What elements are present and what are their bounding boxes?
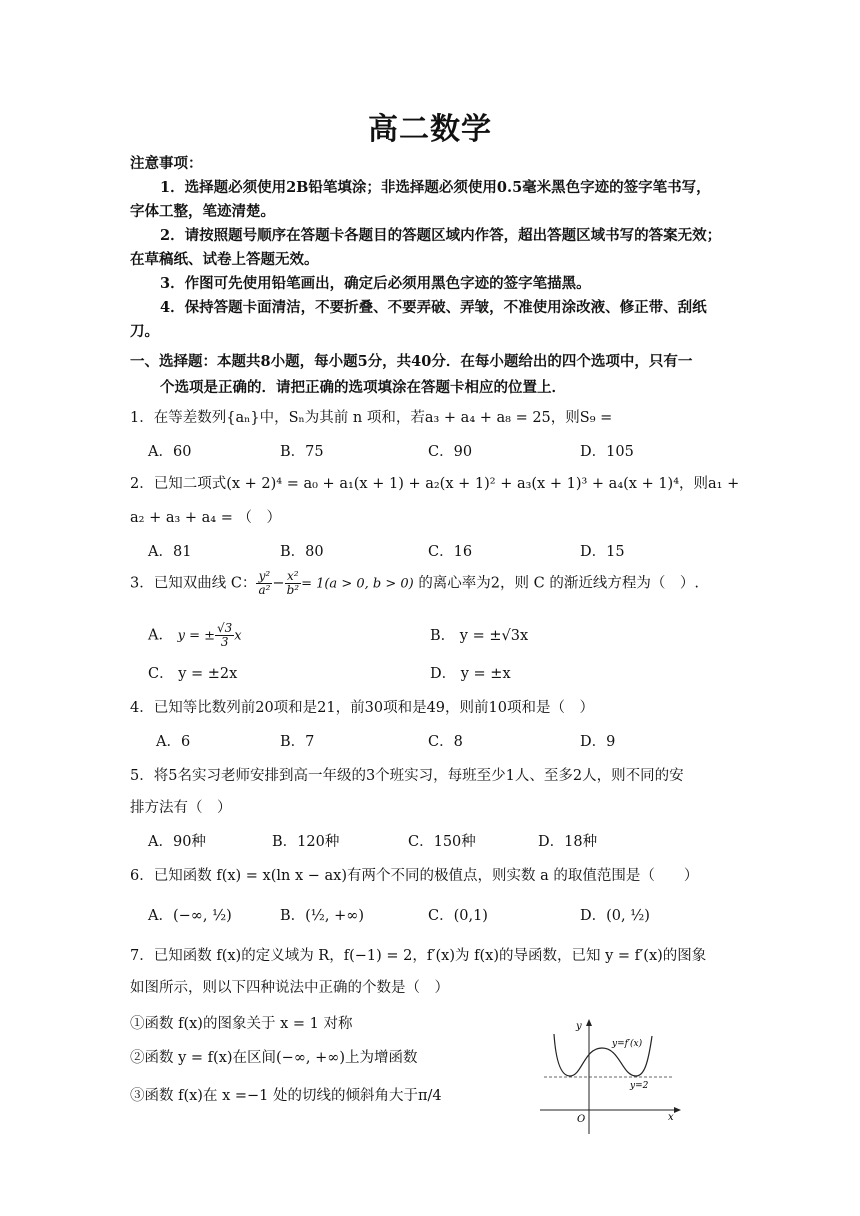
x-axis-arrow [674,1107,681,1113]
q5-option-d: D．18种 [538,834,598,850]
q2-option-b: B．80 [280,544,324,560]
notice-item-4-cont: 刀。 [130,323,159,340]
q3-option-d: D． y = ±x [430,666,511,682]
q3-option-b: B． y = ±√3x [430,628,529,644]
q2-option-c: C．16 [428,544,473,560]
notice-item-1-cont: 字体工整，笔迹清楚。 [130,203,275,220]
q7-derivative-graph [536,1014,686,1136]
q7-stem-cont: 如图所示，则以下四种说法中正确的个数是（ ） [130,980,449,996]
q3-stem-post: 的离心率为2，则 C 的渐近线方程为（ ）. [418,575,699,592]
q6-option-b: B．(½, +∞) [280,908,364,924]
q5-stem: 5．将5名实习老师安排到高一年级的3个班实习，每班至少1人、至多2人，则不同的安 [130,768,684,784]
page-title: 高二数学 [368,112,492,147]
section-heading-cont: 个选项是正确的．请把正确的选项填涂在答题卡相应的位置上． [160,379,566,396]
q2-option-d: D．15 [580,544,625,560]
q6-stem: 6．已知函数 f(x) = x(ln x − ax)有两个不同的极值点，则实数 a 的取值范围是（ ） [130,868,699,884]
q7-statement-2: ②函数 y = f(x)在区间(−∞, +∞)上为增函数 [130,1050,418,1066]
notice-item-2-cont: 在草稿纸、试卷上答题无效。 [130,251,319,268]
q3-stem: 3．已知双曲线 C： $\frac{\text{y²}}{\text{a²}}$ − $\frac{\text{x²}}{\text{b²}}$ = 1(a > 0, b > 0) 的离心率为2，则 C 的渐近线方程为（ ）. [130,569,699,597]
q5-option-b: B．120种 [272,834,340,850]
notice-item-1: 1．选择题必须使用2B铅笔填涂；非选择题必须使用0.5毫米黑色字迹的签字笔书写， [160,179,711,196]
q2-stem-cont: a₂ + a₃ + a₄ = （ ） [130,510,281,526]
q1-option-c: C．90 [428,444,473,460]
q4-stem: 4．已知等比数列前20项和是21，前30项和是49，则前10项和是（ ） [130,700,594,716]
notice-item-4: 4．保持答题卡面清洁，不要折叠、不要弄破、弄皱，不准使用涂改液、修正带、刮纸 [160,299,707,316]
notice-item-3: 3．作图可先使用铅笔画出，确定后必须用黑色字迹的签字笔描黑。 [160,275,591,292]
section-heading: 一、选择题：本题共8小题，每小题5分，共40分．在每小题给出的四个选项中，只有一 [130,353,693,370]
q6-option-d: D．(0, ½) [580,908,650,924]
q7-statement-3: ③函数 f(x)在 x =−1 处的切线的倾斜角大于π/4 [130,1088,442,1104]
q1-option-a: A．60 [148,444,192,460]
q3-frac-x: $\frac{\text{x²}}{\text{b²}}$ [286,569,300,597]
q6-option-a: A．(−∞, ½) [148,908,232,924]
q3-stem-pre: 3．已知双曲线 C： [130,575,257,592]
origin-label: O [577,1114,586,1125]
line-label: y=2 [630,1081,649,1091]
q3-frac-y: $\frac{\text{y²}}{\text{a²}}$ [258,569,271,597]
q6-option-c: C．(0,1) [428,908,488,924]
y-axis-label: y [576,1021,582,1032]
q2-stem: 2．已知二项式(x + 2)⁴ = a₀ + a₁(x + 1) + a₂(x + 1)² + a₃(x + 1)³ + a₄(x + 1)⁴，则a₁ + [130,476,740,492]
y-axis-arrow [586,1019,592,1026]
q1-stem: 1．在等差数列{aₙ}中，Sₙ为其前 n 项和，若a₃ + a₄ + a₈ = 25，则S₉ = [130,410,613,426]
q4-option-b: B．7 [280,734,315,750]
q7-statement-1: ①函数 f(x)的图象关于 x = 1 对称 [130,1016,353,1032]
q4-option-c: C．8 [428,734,463,750]
q3-option-a: A． y = ± $\frac{√3}{3}$ x [148,621,242,649]
q4-option-d: D．9 [580,734,616,750]
q2-option-a: A．81 [148,544,192,560]
q3-option-c: C． y = ±2x [148,666,238,682]
x-axis-label: x [668,1112,674,1123]
q5-option-a: A．90种 [148,834,206,850]
q3-condition: = 1(a > 0, b > 0) [301,576,414,592]
q5-option-c: C．150种 [408,834,476,850]
notice-item-2: 2．请按照题号顺序在答题卡各题目的答题区域内作答，超出答题区域书写的答案无效； [160,227,722,244]
q1-option-d: D．105 [580,444,634,460]
q4-option-a: A．6 [156,734,191,750]
q7-stem: 7．已知函数 f(x)的定义域为 R，f(−1) = 2，f′(x)为 f(x)的导函数，已知 y = f′(x)的图象 [130,948,707,964]
q1-option-b: B．75 [280,444,324,460]
notice-heading: 注意事项： [130,155,203,172]
curve-label: y=f′(x) [612,1039,643,1049]
q5-stem-cont: 排方法有（ ） [130,800,232,816]
